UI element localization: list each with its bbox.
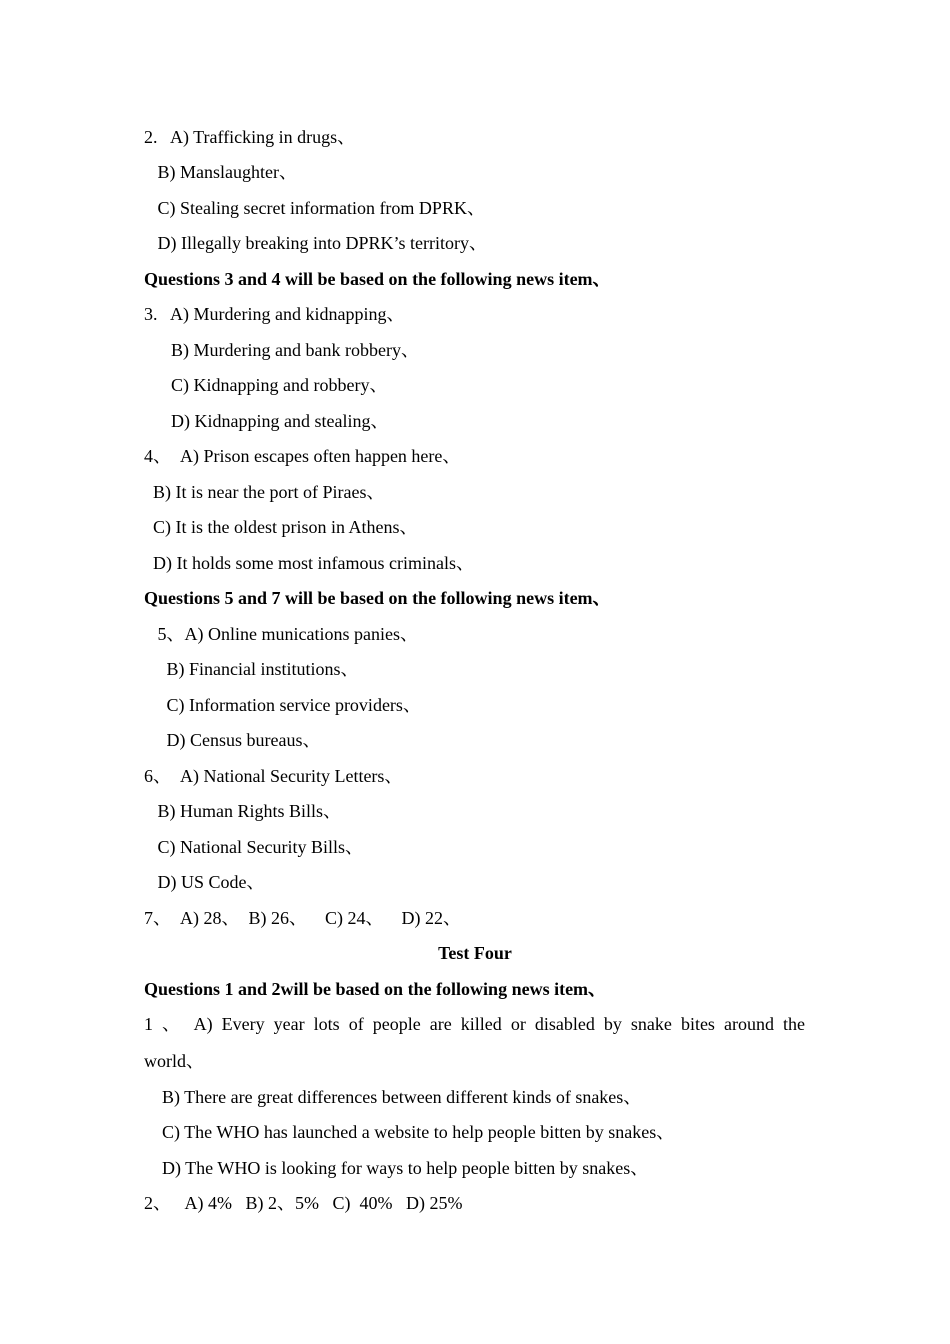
test4-q1-option-d: D) The WHO is looking for ways to help people bitten by snakes、 [144,1158,649,1178]
q5-option-a: 5、A) Online munications panies、 [144,624,418,644]
test4-q1-option-b: B) There are great differences between different kinds of snakes、 [144,1087,642,1107]
q6-option-b: B) Human Rights Bills、 [144,801,342,821]
test4-q2-options: 2、 A) 4% B) 2、5% C) 40% D) 25% [144,1193,463,1213]
q3-option-b: B) Murdering and bank robbery、 [144,340,419,360]
test4-q1-option-a-continued: world、 [144,1051,204,1071]
q4-option-d: D) It holds some most infamous criminals、 [144,553,474,573]
q7-options: 7、 A) 28、 B) 26、 C) 24、 D) 22、 [144,908,461,928]
q5-option-c: C) Information service providers、 [144,695,421,715]
q2-option-b: B) Manslaughter、 [144,162,297,182]
q2-option-d: D) Illegally breaking into DPRK’s territory、 [144,233,487,253]
q6-option-a: 6、 A) National Security Letters、 [144,766,403,786]
q2-option-a: 2. A) Trafficking in drugs、 [144,127,356,147]
q6-option-d: D) US Code、 [144,872,265,892]
section-heading-q1-2: Questions 1 and 2will be based on the following news item、 [144,979,607,999]
q3-option-a: 3. A) Murdering and kidnapping、 [144,304,405,324]
q4-option-c: C) It is the oldest prison in Athens、 [144,517,418,537]
test4-q1-option-c: C) The WHO has launched a website to help people bitten by snakes、 [144,1122,675,1142]
q6-option-c: C) National Security Bills、 [144,837,363,857]
section-heading-q3-4: Questions 3 and 4 will be based on the following news item、 [144,269,611,289]
q2-option-c: C) Stealing secret information from DPRK、 [144,198,485,218]
q5-option-b: B) Financial institutions、 [144,659,359,679]
q5-option-d: D) Census bureaus、 [144,730,321,750]
q4-option-a: 4、 A) Prison escapes often happen here、 [144,446,461,466]
q3-option-d: D) Kidnapping and stealing、 [144,411,389,431]
test4-q1-option-a: 1 、 A) Every year lots of people are killed or disabled by snake bites around the [144,1014,805,1034]
section-heading-q5-7: Questions 5 and 7 will be based on the following news item、 [144,588,611,608]
test-four-title: Test Four [438,943,512,963]
q3-option-c: C) Kidnapping and robbery、 [144,375,388,395]
q4-option-b: B) It is near the port of Piraes、 [144,482,385,502]
